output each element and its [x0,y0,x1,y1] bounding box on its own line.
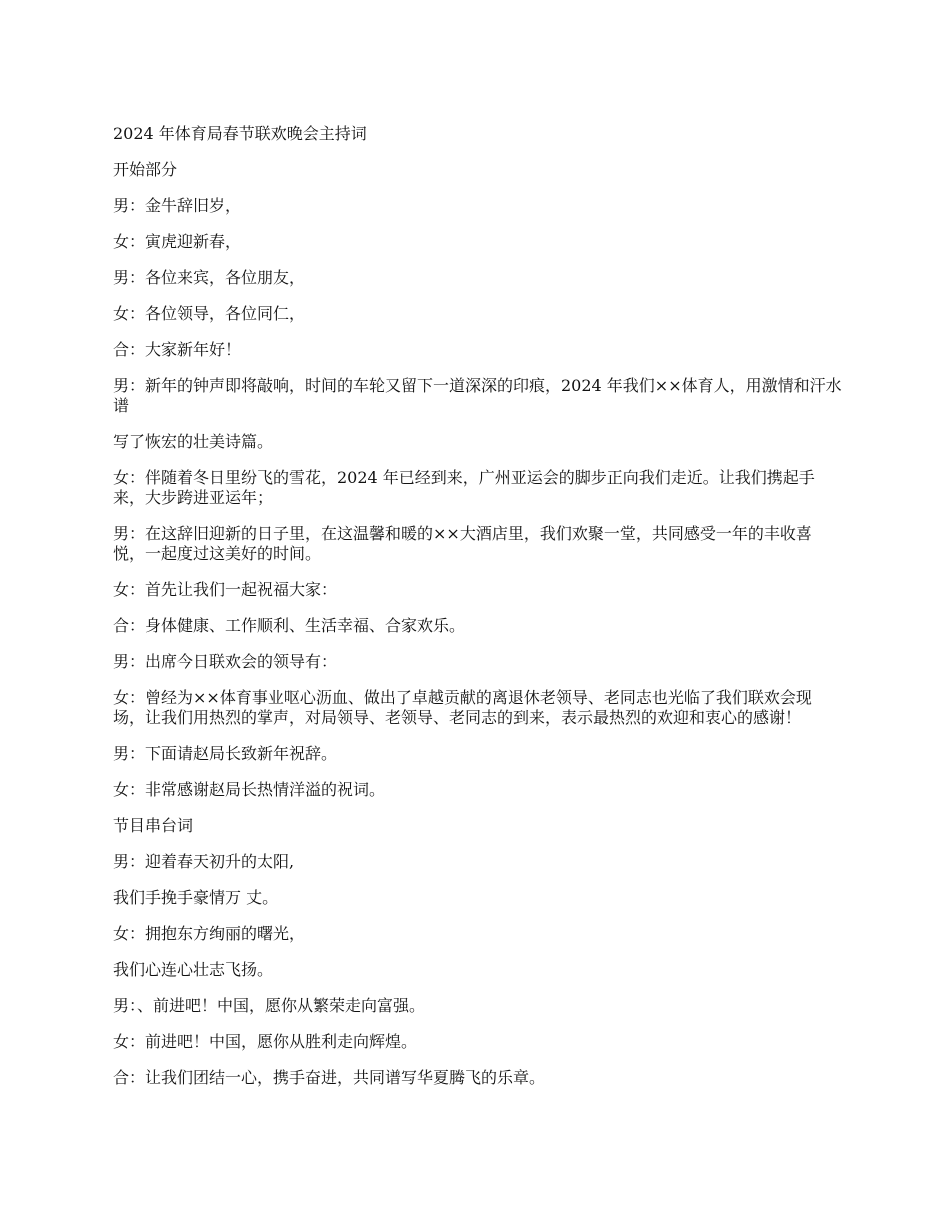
paragraph: 合：大家新年好！ [113,340,242,359]
paragraph: 女：首先让我们一起祝福大家： [113,580,338,599]
paragraph: 男：、前进吧！中国，愿你从繁荣走向富强。 [113,996,426,1015]
paragraph: 写了恢宏的壮美诗篇。 [113,432,274,451]
paragraph: 男：迎着春天初升的太阳, [113,852,295,871]
paragraph: 女：前进吧！中国，愿你从胜利走向辉煌。 [113,1032,418,1051]
document-title: 2024 年体育局春节联欢晚会主持词 [113,124,367,143]
paragraph: 我们心连心壮志飞扬。 [113,960,274,979]
paragraph: 女：拥抱东方绚丽的曙光， [113,924,306,943]
document-body [113,124,843,1104]
paragraph: 合：让我们团结一心，携手奋进，共同谱写华夏腾飞的乐章。 [113,1068,546,1087]
paragraph: 男：各位来宾，各位朋友， [113,268,306,287]
paragraph: 我们手挽手豪情万 丈。 [113,888,279,907]
paragraph: 合：身体健康、工作顺利、生活幸福、合家欢乐。 [113,616,466,635]
paragraph: 女：曾经为××体育事业呕心沥血、做出了卓越贡献的离退休老领导、老同志也光临了我们联欢会现场，让我们用热烈的掌声，对局领导、老领导、老同志的到来，表示最热烈的欢迎和衷心的感谢！ [113,688,812,727]
paragraph: 男：在这辞旧迎新的日子里，在这温馨和暖的××大酒店里，我们欢聚一堂，共同感受一年的丰收喜悦，一起度过这美好的时间。 [113,524,812,563]
paragraph: 男：下面请赵局长致新年祝辞。 [113,744,338,763]
section-heading-program: 节目串台词 [113,816,194,835]
paragraph: 男：金牛辞旧岁， [113,196,242,215]
paragraph: 男：出席今日联欢会的领导有： [113,652,338,671]
paragraph: 女：伴随着冬日里纷飞的雪花，2024 年已经到来，广州亚运会的脚步正向我们走近。让我们携起手来，大步跨进亚运年； [113,468,815,507]
paragraph: 女：寅虎迎新春， [113,232,242,251]
section-heading-opening: 开始部分 [113,160,178,179]
paragraph: 男：新年的钟声即将敲响，时间的车轮又留下一道深深的印痕，2024 年我们××体育人，用激情和汗水谱 [113,376,842,415]
paragraph: 女：非常感谢赵局长热情洋溢的祝词。 [113,780,386,799]
paragraph: 女：各位领导，各位同仁， [113,304,306,323]
